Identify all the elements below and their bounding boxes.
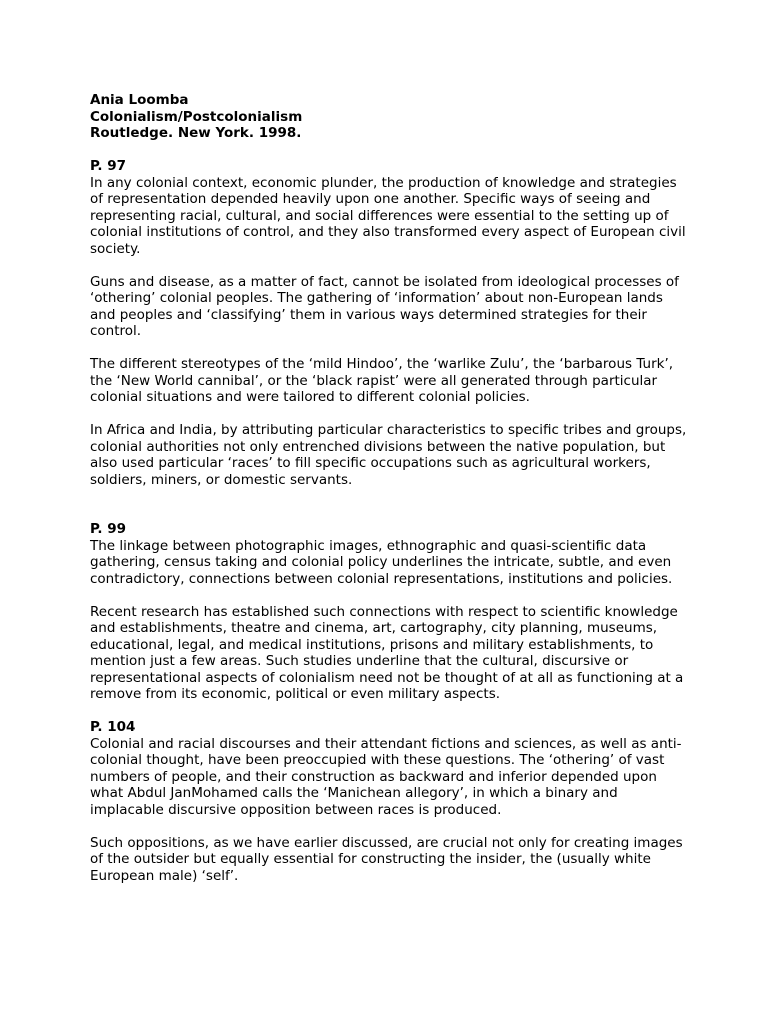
paragraph: Such oppositions, as we have earlier discussed, are crucial not only for creating images of the outsider but equally essential for constructing the insider, the (usually white European male) ‘self’.	[90, 834, 683, 884]
paragraph: In any colonial context, economic plunder, the production of knowledge and strategies of representation depended heavily upon one another. Specific ways of seeing and representing racial, cultural, and social differences were essential to the setting up of colonial institutions of control, and they also transformed every aspect of European civil society.	[90, 174, 686, 257]
paragraph: The linkage between photographic images, ethnographic and quasi-scientific data gathering, census taking and colonial policy underlines the intricate, subtle, and even contradictory, connections between colonial representations, institutions and policies.	[90, 537, 673, 587]
paragraph: In Africa and India, by attributing particular characteristics to specific tribes and groups, colonial authorities not only entrenched divisions between the native population, but also used particular ‘races’ to fill specific occupations such as agricultural workers, soldiers, miners, or domestic servants.	[90, 422, 687, 488]
section-page-label: P. 99	[90, 521, 127, 537]
paragraph: Guns and disease, as a matter of fact, cannot be isolated from ideological processes of ‘othering’ colonial peoples. The gathering of ‘information’ about non-European lands and peoples and ‘classifying’ them in various ways determined strategies for their control.	[90, 273, 679, 339]
citation-publisher: Routledge. New York. 1998.	[90, 125, 302, 141]
paragraph: Colonial and racial discourses and their attendant fictions and sciences, as well as anti-colonial thought, have been preoccupied with these questions. The ‘othering’ of vast numbers of people, and their construction as backward and inferior depended upon what Abdul JanMohamed calls the ‘Manichean allegory’, in which a binary and implacable discursive opposition between races is produced.	[90, 735, 682, 818]
section-p97	[90, 158, 690, 488]
citation-title: Colonialism/Postcolonialism	[90, 108, 303, 125]
section-p99	[90, 521, 690, 703]
paragraph: The different stereotypes of the ‘mild Hindoo’, the ‘warlike Zulu’, the ‘barbarous Turk’, the ‘New World cannibal’, or the ‘black rapist’ were all generated through particular colonial situations and were tailored to different colonial policies.	[90, 356, 674, 405]
paragraph: Recent research has established such connections with respect to scientific knowledge and establishments, theatre and cinema, art, cartography, city planning, museums, educational, legal, and medical institutions, prisons and military establishments, to mention just a few areas. Such studies underline that the cultural, discursive or representational aspects of colonialism need not be thought of at all as functioning at a remove from its economic, political or even military aspects.	[90, 603, 684, 702]
document-body	[90, 92, 690, 884]
citation-block	[90, 92, 690, 142]
section-page-label: P. 97	[90, 158, 127, 174]
section-p104	[90, 719, 690, 884]
citation-author: Ania Loomba	[90, 92, 189, 108]
section-page-label: P. 104	[90, 719, 136, 735]
